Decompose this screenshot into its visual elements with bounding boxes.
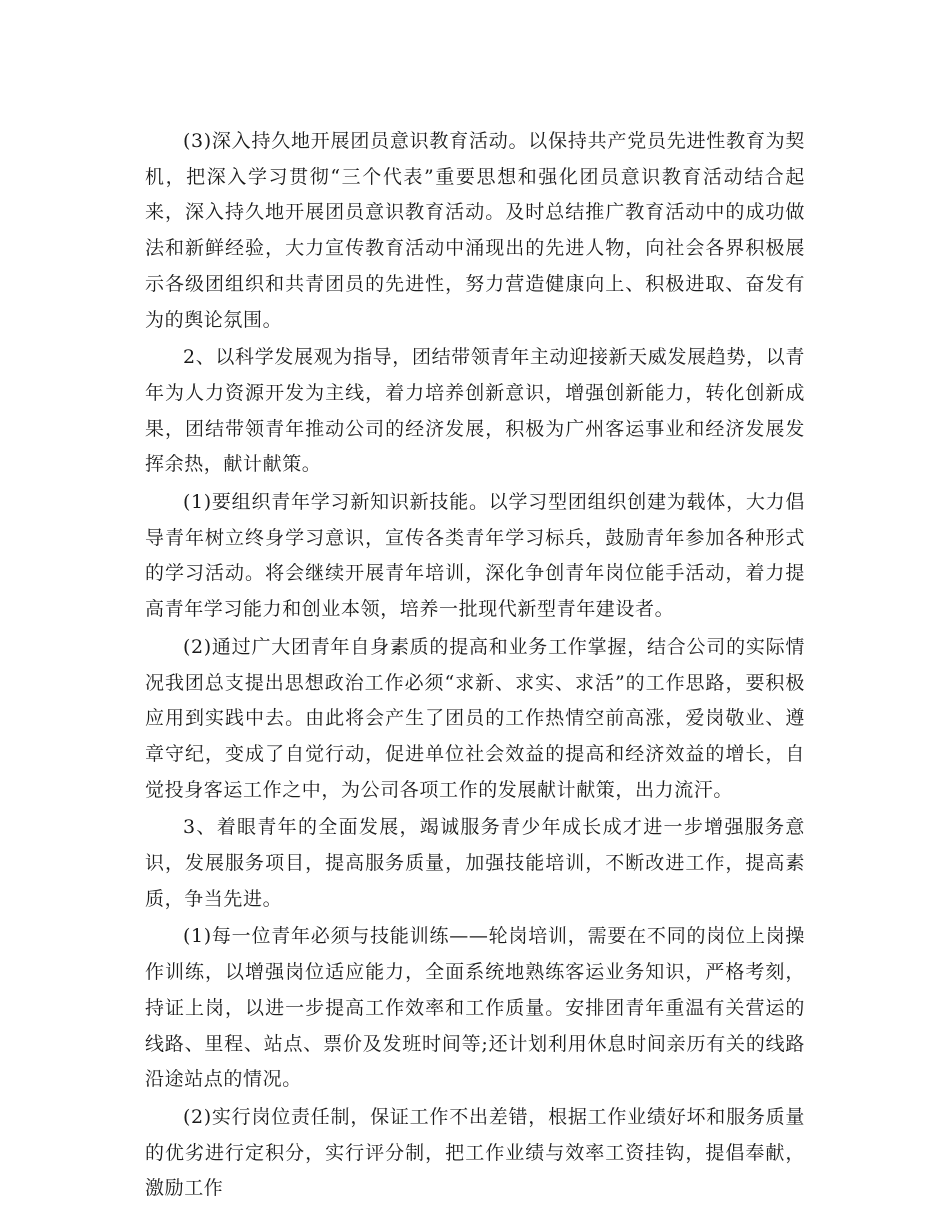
paragraph-all-round-development: 3、着眼青年的全面发展，竭诚服务青少年成长成才进一步增强服务意识，发展服务项目，提高服务质量，加强技能培训，不断改进工作，提高素质，争当先进。 [145,816,805,910]
paragraph-responsibility-system: (2)实行岗位责任制，保证工作不出差错，根据工作业绩好坏和服务质量的优劣进行定积分，实行评分制，把工作业绩与效率工资挂钩，提倡奉献，激励工作 [145,1105,805,1200]
document-body [145,124,805,1207]
paragraph-rotation-training: (1)每一位青年必须与技能训练——轮岗培训，需要在不同的岗位上岗操作训练，以增强岗位适应能力，全面系统地熟练客运业务知识，严格考刻，持证上岗，以进一步提高工作效率和工作质量。安排团青年重温有关营运的线路、里程、站点、票价及发班时间等;还计划利用休息时间亲历有关的线路沿途站点的情况。 [145,925,805,1091]
paragraph-scientific-development: 2、以科学发展观为指导，团结带领青年主动迎接新天威发展趋势，以青年为人力资源开发为主线，着力培养创新意识，增强创新能力，转化创新成果，团结带领青年推动公司的经济发展，积极为广州客运事业和经济发展发挥余热，献计献策。 [145,346,805,476]
paragraph-learning-new-skills: (1)要组织青年学习新知识新技能。以学习型团组织创建为载体，大力倡导青年树立终身学习意识，宣传各类青年学习标兵，鼓励青年参加各种形式的学习活动。将会继续开展青年培训，深化争创青年岗位能手活动，着力提高青年学习能力和创业本领，培养一批现代新型青年建设者。 [145,491,805,621]
paragraph-team-awareness-education: (3)深入持久地开展团员意识教育活动。以保持共产党员先进性教育为契机，把深入学习贯彻“三个代表”重要思想和强化团员意识教育活动结合起来，深入持久地开展团员意识教育活动。及时总结推广教育活动中的成功做法和新鲜经验，大力宣传教育活动中涌现出的先进人物，向社会各界积极展示各级团组织和共青团员的先进性，努力营造健康向上、积极进取、奋发有为的舆论氛围。 [145,130,805,331]
paragraph-quality-improvement: (2)通过广大团青年自身素质的提高和业务工作掌握，结合公司的实际情况我团总支提出思想政治工作必须“求新、求实、求活”的工作思路，要积极应用到实践中去。由此将会产生了团员的工作热情空前高涨，爱岗敬业、遵章守纪，变成了自觉行动，促进单位社会效益的提高和经济效益的增长，自觉投身客运工作之中，为公司各项工作的发展献计献策，出力流汗。 [145,635,805,801]
